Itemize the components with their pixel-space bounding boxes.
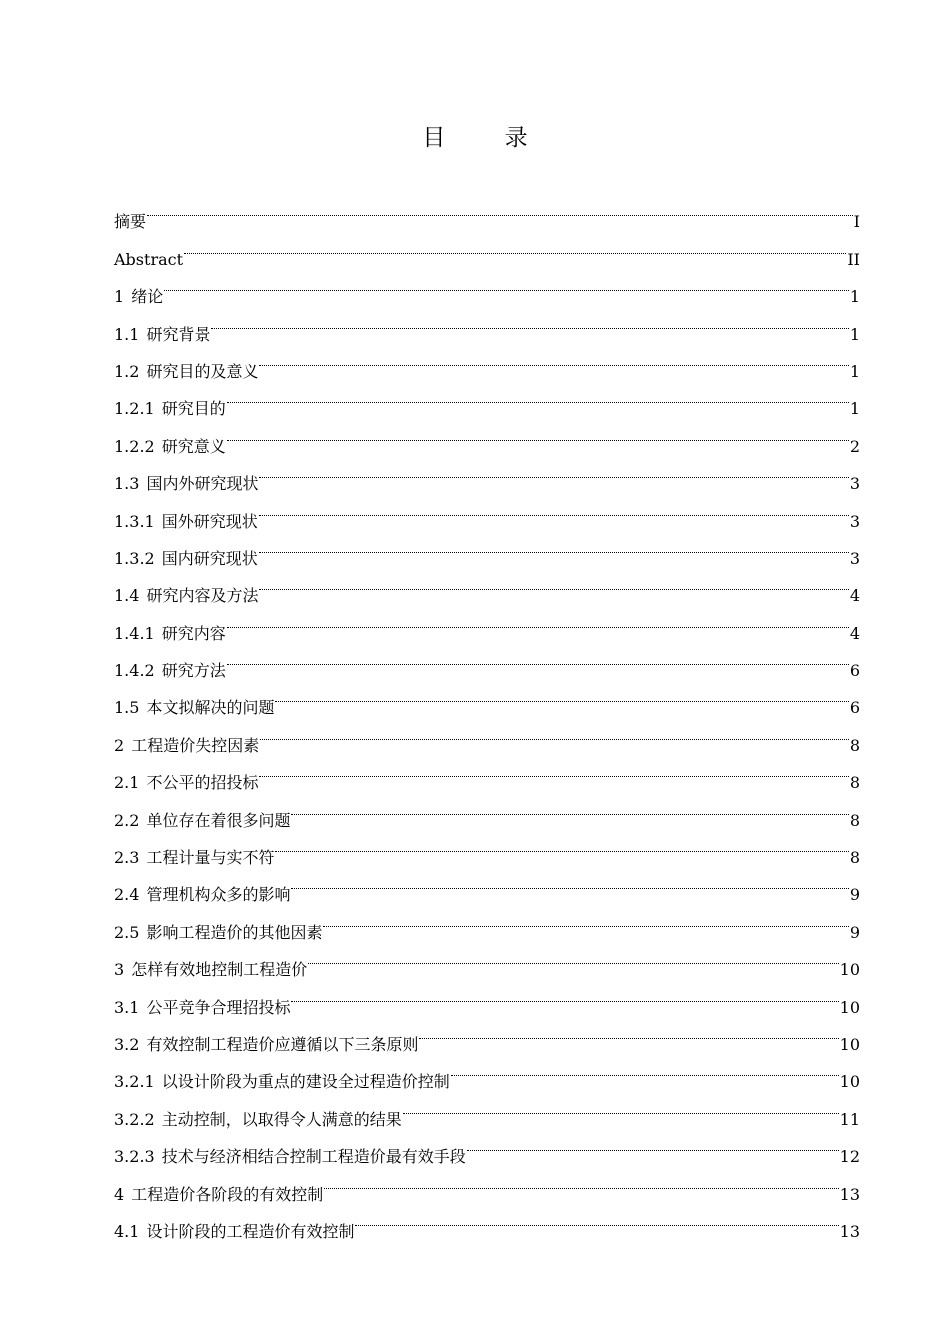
- toc-entry-page: 6: [849, 661, 860, 681]
- toc-dot-leader: [291, 863, 848, 900]
- toc-entry-page: 1: [849, 324, 860, 344]
- toc-dot-leader: [260, 713, 849, 750]
- toc-entry-label: 工程造价各阶段的有效控制: [131, 1184, 324, 1204]
- toc-entry-number: 1.3: [114, 474, 140, 494]
- toc-entry-number: 2.2: [114, 810, 140, 830]
- toc-entry-label: 不公平的招投标: [146, 773, 259, 793]
- toc-dot-leader: [451, 1050, 839, 1087]
- toc-entry-number: 3.2.2: [114, 1109, 155, 1129]
- toc-entry-page: 10: [839, 1034, 860, 1054]
- toc-entry-page: 1: [849, 361, 860, 381]
- toc-entry-number: 2.3: [114, 848, 140, 868]
- toc-entry-label: 设计阶段的工程造价有效控制: [146, 1221, 355, 1241]
- toc-dot-leader: [323, 900, 848, 937]
- toc-entry[interactable]: [114, 302, 860, 344]
- toc-entry-number: 1.2.1: [114, 399, 155, 419]
- toc-entry-page: 2: [849, 436, 860, 456]
- toc-entry-label: 摘要: [114, 212, 147, 232]
- toc-entry-page: 3: [849, 548, 860, 568]
- toc-entry-label: 工程计量与实不符: [146, 848, 275, 868]
- toc-dot-leader: [308, 938, 838, 975]
- toc-dot-leader: [403, 1087, 839, 1124]
- toc-entry-page: 9: [849, 885, 860, 905]
- toc-entry-number: 1.4.1: [114, 623, 155, 643]
- toc-entry-page: 1: [849, 399, 860, 419]
- toc-entry-label: 研究内容: [161, 623, 226, 643]
- toc-entry-label: 公平竞争合理招投标: [146, 997, 291, 1017]
- toc-entry-page: II: [847, 249, 860, 269]
- toc-dot-leader: [467, 1125, 839, 1162]
- toc-entry-label: 管理机构众多的影响: [146, 885, 291, 905]
- toc-entry-label: 怎样有效地控制工程造价: [131, 960, 308, 980]
- toc-dot-leader: [147, 190, 853, 227]
- toc-entry-number: 1.2: [114, 361, 140, 381]
- toc-entry-page: 10: [839, 1072, 860, 1092]
- toc-entry[interactable]: [114, 377, 860, 419]
- toc-entry[interactable]: [114, 639, 860, 681]
- toc-entry-page: I: [853, 212, 860, 232]
- toc-entry-number: 1.4: [114, 586, 140, 606]
- toc-dot-leader: [259, 564, 848, 601]
- toc-entry-number: 2.4: [114, 885, 140, 905]
- toc-entry[interactable]: [114, 227, 860, 269]
- toc-entry-number: 1.2.2: [114, 436, 155, 456]
- toc-entry-label: 研究内容及方法: [146, 586, 259, 606]
- toc-entry-page: 8: [849, 773, 860, 793]
- toc-entry-label: 影响工程造价的其他因素: [146, 922, 323, 942]
- toc-entry-label: 研究意义: [161, 436, 226, 456]
- toc-entry-page: 4: [849, 586, 860, 606]
- toc-entry-page: 12: [839, 1147, 860, 1167]
- toc-dot-leader: [291, 788, 848, 825]
- toc-entry-number: 1: [114, 287, 125, 307]
- toc-entry-number: 3.2.1: [114, 1072, 155, 1092]
- toc-entry-number: 1.4.2: [114, 661, 155, 681]
- toc-dot-leader: [227, 414, 849, 451]
- toc-entry-label: 国内研究现状: [161, 548, 258, 568]
- toc-entry-label: 研究目的: [161, 399, 226, 419]
- toc-entry-page: 10: [839, 960, 860, 980]
- toc-dot-leader: [291, 975, 838, 1012]
- toc-entry[interactable]: [114, 265, 860, 307]
- toc-entry-number: 3.2: [114, 1034, 140, 1054]
- toc-dot-leader: [324, 1162, 838, 1199]
- toc-dot-leader: [355, 1200, 838, 1237]
- toc-entry-label: 研究目的及意义: [146, 361, 259, 381]
- toc-entry-number: 2: [114, 735, 125, 755]
- toc-entry-page: 13: [839, 1184, 860, 1204]
- toc-entry-page: 1: [849, 287, 860, 307]
- toc-entry-page: 8: [849, 810, 860, 830]
- toc-entry-page: 9: [849, 922, 860, 942]
- toc-entry[interactable]: [114, 676, 860, 718]
- toc-entry-label: 本文拟解决的问题: [146, 698, 275, 718]
- toc-entry-label: 技术与经济相结合控制工程造价最有效手段: [161, 1147, 466, 1167]
- toc-dot-leader: [275, 676, 848, 713]
- toc-entry-page: 4: [849, 623, 860, 643]
- toc-entry-label: 研究背景: [146, 324, 211, 344]
- toc-dot-leader: [164, 265, 849, 302]
- toc-entry-page: 13: [839, 1221, 860, 1241]
- toc-entry-label: 单位存在着很多问题: [146, 810, 291, 830]
- toc-list: [114, 190, 860, 1241]
- toc-entry-number: 3.2.3: [114, 1147, 155, 1167]
- toc-title: 目 录: [422, 125, 554, 151]
- toc-entry-page: 8: [849, 848, 860, 868]
- toc-dot-leader: [227, 639, 849, 676]
- toc-entry-number: 3: [114, 960, 125, 980]
- toc-dot-leader: [184, 227, 846, 264]
- toc-entry-number: 1.5: [114, 698, 140, 718]
- toc-entry-number: 1.3.2: [114, 548, 155, 568]
- toc-entry-label: 以设计阶段为重点的建设全过程造价控制: [161, 1072, 450, 1092]
- toc-dot-leader: [259, 340, 848, 377]
- toc-dot-leader: [419, 1013, 838, 1050]
- toc-entry-page: 3: [849, 511, 860, 531]
- toc-entry-page: 3: [849, 474, 860, 494]
- toc-entry[interactable]: [114, 190, 860, 232]
- toc-entry-label: 主动控制，以取得令人满意的结果: [161, 1109, 402, 1129]
- toc-dot-leader: [275, 826, 848, 863]
- toc-dot-leader: [211, 302, 848, 339]
- toc-dot-leader: [259, 527, 849, 564]
- toc-entry-number: 3.1: [114, 997, 140, 1017]
- toc-entry-number: 4.1: [114, 1221, 140, 1241]
- toc-entry-number: 2.5: [114, 922, 140, 942]
- toc-entry-label: Abstract: [114, 249, 184, 269]
- toc-entry-number: 1.1: [114, 324, 140, 344]
- toc-entry-label: 绪论: [131, 287, 164, 307]
- toc-dot-leader: [259, 452, 848, 489]
- toc-entry-page: 8: [849, 735, 860, 755]
- toc-entry-label: 国外研究现状: [161, 511, 258, 531]
- toc-entry[interactable]: [114, 601, 860, 643]
- toc-entry-label: 工程造价失控因素: [131, 735, 260, 755]
- toc-entry-number: 4: [114, 1184, 125, 1204]
- toc-entry-label: 国内外研究现状: [146, 474, 259, 494]
- toc-entry-page: 6: [849, 698, 860, 718]
- toc-entry-label: 有效控制工程造价应遵循以下三条原则: [146, 1034, 419, 1054]
- toc-entry[interactable]: [114, 452, 860, 494]
- toc-dot-leader: [259, 751, 848, 788]
- toc-dot-leader: [227, 601, 849, 638]
- toc-dot-leader: [259, 489, 849, 526]
- toc-entry-number: 2.1: [114, 773, 140, 793]
- toc-entry[interactable]: [114, 414, 860, 456]
- toc-entry-label: 研究方法: [161, 661, 226, 681]
- toc-entry-number: 1.3.1: [114, 511, 155, 531]
- toc-entry-page: 11: [839, 1109, 860, 1129]
- toc-entry[interactable]: [114, 340, 860, 381]
- toc-entry-page: 10: [839, 997, 860, 1017]
- toc-dot-leader: [227, 377, 849, 414]
